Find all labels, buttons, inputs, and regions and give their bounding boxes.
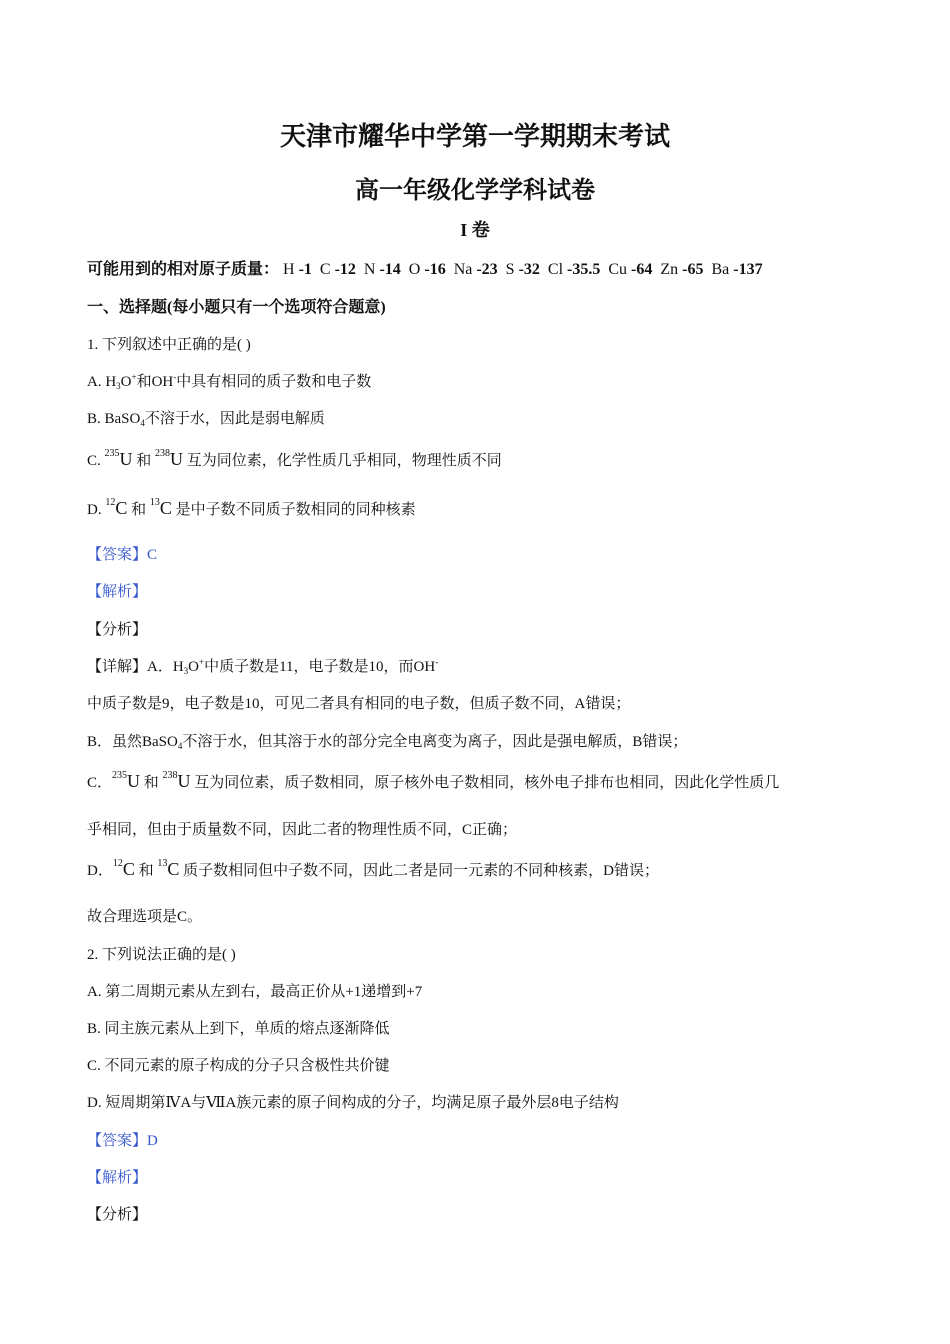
- question-2-analysis-link[interactable]: 【解析】: [87, 1170, 148, 1186]
- question-1-detail-c2: 乎相同，但由于质量数不同，因此二者的物理性质不同，C正确；: [87, 822, 518, 838]
- element-symbol: C: [319, 261, 331, 278]
- exam-title: 天津市耀华中学第一学期期末考试: [279, 122, 670, 151]
- atomic-masses-label: 可能用到的相对原子质量：: [87, 261, 280, 278]
- section-title: 一、选择题(每小题只有一个选项符合题意): [87, 299, 386, 316]
- element-mass: -65: [682, 261, 704, 278]
- element-mass: -32: [518, 261, 540, 278]
- question-1-detail-a1: 【详解】A．$H_3O^+$中质子数是11，电子数是10，而OH-: [87, 657, 439, 676]
- question-1-conclusion: 故合理选项是C。: [87, 909, 203, 925]
- element-mass: -64: [631, 261, 653, 278]
- question-2-analysis-heading: 【分析】: [87, 1207, 148, 1223]
- element-symbol: H: [283, 261, 295, 278]
- question-1-option-b: B. BaSO$_4$不溶于水，因此是弱电解质: [87, 411, 325, 428]
- element-mass: -35.5: [567, 261, 601, 278]
- element-symbol: O: [408, 261, 421, 278]
- element-symbol: Cu: [608, 261, 628, 278]
- element-symbol: Zn: [660, 261, 679, 278]
- question-2-stem: 2. 下列说法正确的是( ): [87, 947, 236, 963]
- element-mass: -16: [424, 261, 446, 278]
- question-2-option-b: B. 同主族元素从上到下，单质的熔点逐渐降低: [87, 1021, 390, 1037]
- question-2-option-a: A. 第二周期元素从左到右，最高正价从+1递增到+7: [87, 984, 423, 1000]
- question-1-option-c: C. $^{235}$U 和 $^{238}$U 互为同位素，化学性质几乎相同，物理性质不同: [87, 448, 502, 469]
- volume-label: I 卷: [460, 220, 490, 240]
- question-1-detail-c1: C．$^{235}$U 和 $^{238}$U 互为同位素，质子数相同，原子核外电子数相同，核外电子排布也相同，因此化学性质几: [87, 770, 780, 791]
- exam-subtitle: 高一年级化学学科试卷: [355, 178, 595, 204]
- element-mass: -1: [298, 261, 312, 278]
- question-1-detail-d: D．$^{12}$C 和 $^{13}$C 质子数相同但中子数不同，因此二者是同一元素的不同种核素，D错误；: [87, 858, 659, 879]
- question-1-detail-a2: 中质子数是9，电子数是10，可见二者具有相同的电子数，但质子数不同，A错误；: [87, 696, 631, 712]
- question-1-option-a: A. $H_3O^+$和OH-中具有相同的质子数和电子数: [87, 372, 372, 391]
- element-mass: -23: [476, 261, 498, 278]
- question-2-option-d: D. 短周期第ⅣA与ⅦA族元素的原子间构成的分子，均满足原子最外层8电子结构: [87, 1095, 619, 1111]
- element-symbol: Na: [453, 261, 473, 278]
- element-symbol: S: [505, 261, 515, 278]
- question-1-stem: 1. 下列叙述中正确的是( ): [87, 337, 251, 353]
- question-1-answer: 【答案】C: [87, 547, 158, 563]
- question-2-answer: 【答案】D: [87, 1133, 158, 1149]
- element-mass: -137: [733, 261, 763, 278]
- element-symbol: Cl: [547, 261, 564, 278]
- question-1-detail-b: B．虽然BaSO$_4$不溶于水，但其溶于水的部分完全电离变为离子，因此是强电解质，B错误；: [87, 734, 688, 751]
- element-mass: -12: [334, 261, 356, 278]
- element-mass: -14: [379, 261, 401, 278]
- element-symbol: Ba: [711, 261, 730, 278]
- question-1-analysis-link[interactable]: 【解析】: [87, 584, 148, 600]
- element-symbol: N: [363, 261, 376, 278]
- question-2-option-c: C. 不同元素的原子构成的分子只含极性共价键: [87, 1058, 390, 1074]
- atomic-masses: [87, 256, 763, 279]
- question-1-option-d: D. $^{12}$C 和 $^{13}$C 是中子数不同质子数相同的同种核素: [87, 497, 416, 518]
- question-1-analysis-heading: 【分析】: [87, 622, 148, 638]
